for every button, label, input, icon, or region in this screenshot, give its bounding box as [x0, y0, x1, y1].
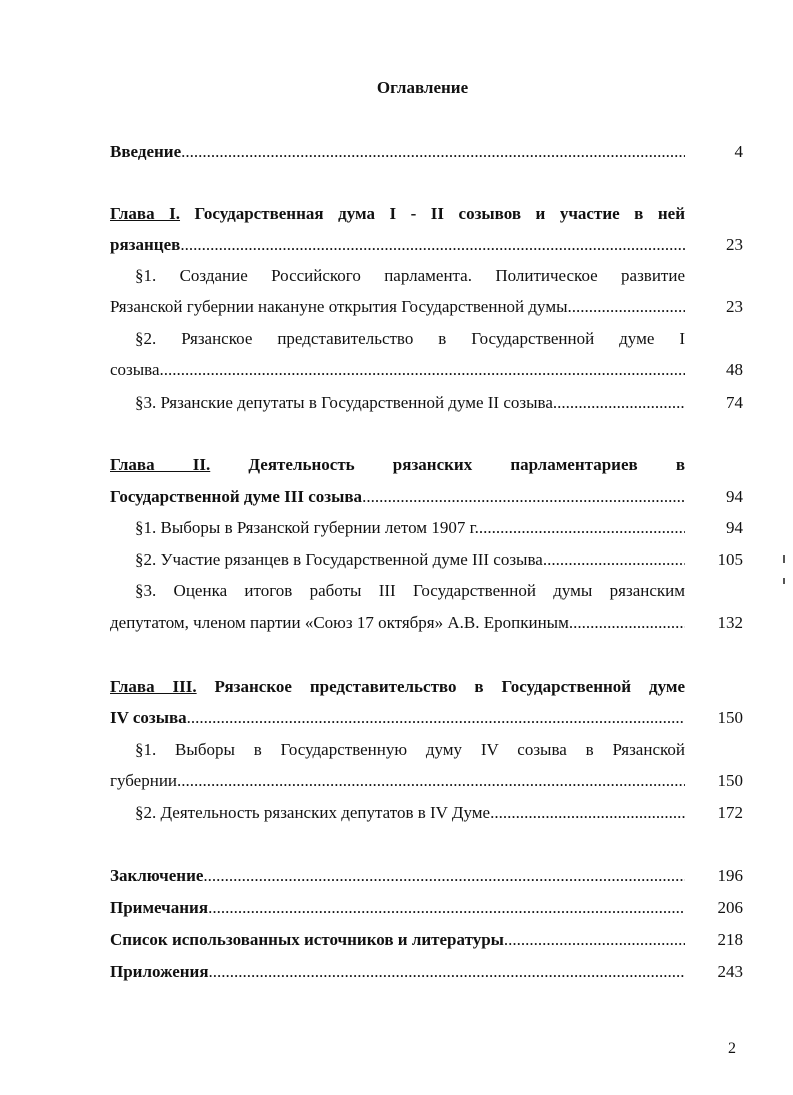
entry-page: 218: [717, 930, 743, 949]
chapter-title: Государственная дума I - II созывов и участие в ней: [194, 204, 685, 223]
toc-entry-conclusion[interactable]: [110, 865, 685, 887]
entry-page: 74: [726, 393, 743, 412]
chapter3-heading-cont[interactable]: [110, 707, 685, 729]
section-title-cont: Рязанской губернии накануне открытия Государственной думы: [110, 297, 568, 316]
section-title: §1. Создание Российского парламента. Политическое развитие: [135, 266, 685, 285]
toc-entry-section[interactable]: [135, 517, 685, 539]
entry-page: 105: [717, 550, 743, 569]
chapter-prefix: Глава III.: [110, 677, 197, 696]
toc-entry-section-cont[interactable]: [110, 296, 685, 318]
chapter-title: Рязанское представительство в Государственной думе: [214, 677, 685, 696]
scan-artifact: [783, 555, 785, 563]
entry-page: 196: [717, 866, 743, 885]
entry-label: Приложения: [110, 962, 209, 981]
entry-label: Заключение: [110, 866, 204, 885]
chapter3-heading[interactable]: [110, 676, 685, 698]
section-title: §1. Выборы в Рязанской губернии летом 1907 г: [135, 518, 475, 537]
section-title-cont: губернии: [110, 771, 178, 790]
chapter-title-cont: рязанцев: [110, 235, 181, 254]
toc-entry-section[interactable]: [135, 328, 685, 350]
entry-page: 23: [726, 297, 743, 316]
entry-page: 132: [717, 613, 743, 632]
toc-entry-notes[interactable]: [110, 897, 685, 919]
toc-entry-section[interactable]: [135, 580, 685, 602]
entry-page: 243: [717, 962, 743, 981]
toc-entry-sources[interactable]: [110, 929, 685, 951]
section-title: §3. Рязанские депутаты в Государственной думе II созыва: [135, 393, 553, 412]
entry-page: 48: [726, 360, 743, 379]
chapter-title-cont: IV созыва: [110, 708, 187, 727]
toc-entry-section[interactable]: [135, 739, 685, 761]
entry-page: 150: [717, 771, 743, 790]
section-title-cont: депутатом, членом партии «Союз 17 октября» А.В. Еропкиным: [110, 613, 569, 632]
section-title-cont: созыва: [110, 360, 160, 379]
page-number: 2: [728, 1040, 736, 1057]
chapter-title-cont: Государственной думе III созыва: [110, 487, 363, 506]
chapter-title: Деятельность рязанских парламентариев в: [248, 455, 685, 474]
entry-label: Примечания: [110, 898, 209, 917]
entry-page: 94: [726, 518, 743, 537]
chapter-prefix: Глава II.: [110, 455, 211, 474]
toc-entry-intro[interactable]: [110, 141, 685, 163]
toc-entry-section[interactable]: [135, 392, 685, 414]
entry-page: 206: [717, 898, 743, 917]
chapter1-heading-cont[interactable]: [110, 234, 685, 256]
toc-entry-section[interactable]: [135, 802, 685, 824]
entry-page: 23: [726, 235, 743, 254]
toc-title: Оглавление: [376, 78, 469, 97]
toc-entry-section-cont[interactable]: [110, 359, 685, 381]
toc-entry-section[interactable]: [135, 265, 685, 287]
chapter-prefix: Глава I.: [110, 204, 181, 223]
toc-entry-section-cont[interactable]: [110, 770, 685, 792]
entry-page: 172: [717, 803, 743, 822]
chapter1-heading[interactable]: [110, 203, 685, 225]
section-title: §2. Деятельность рязанских депутатов в IV Думе: [135, 803, 491, 822]
entry-page: 94: [726, 487, 743, 506]
section-title: §2. Рязанское представительство в Государственной думе I: [135, 329, 685, 348]
chapter2-heading[interactable]: [110, 454, 685, 476]
toc-entry-section[interactable]: [135, 549, 685, 571]
scan-artifact: [783, 578, 785, 584]
section-title: §1. Выборы в Государственную думу IV созыва в Рязанской: [135, 740, 685, 759]
entry-page: 4: [734, 142, 743, 161]
entry-label: Список использованных источников и литературы: [110, 930, 504, 949]
entry-page: 150: [717, 708, 743, 727]
section-title: §2. Участие рязанцев в Государственной думе III созыва: [135, 550, 543, 569]
section-title: §3. Оценка итогов работы III Государственной думы рязанским: [135, 581, 685, 600]
toc-entry-section-cont[interactable]: [110, 612, 685, 634]
chapter2-heading-cont[interactable]: [110, 486, 685, 508]
toc-entry-appendix[interactable]: [110, 961, 685, 983]
entry-label: Введение: [110, 142, 182, 161]
